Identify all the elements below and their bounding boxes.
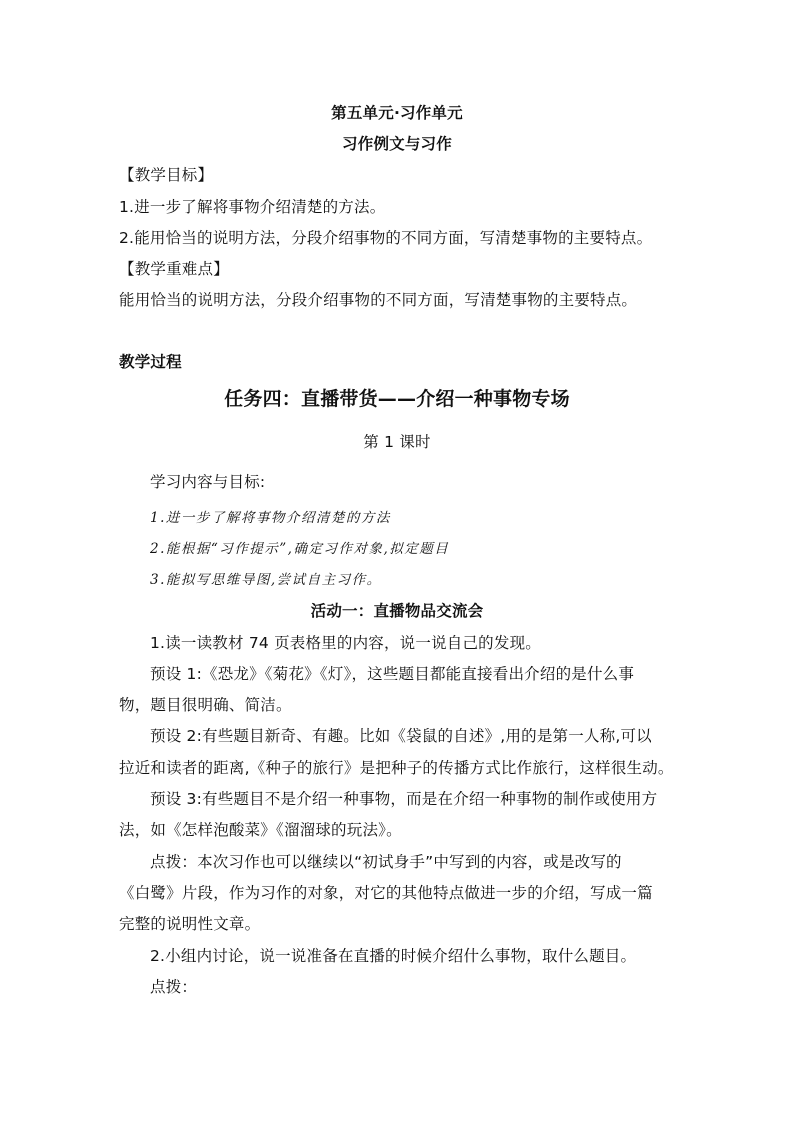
objective-item-1: 1.进一步了解将事物介绍清楚的方法。 bbox=[119, 198, 386, 216]
objective-item-2: 2.能用恰当的说明方法，分段介绍事物的不同方面，写清楚事物的主要特点。 bbox=[119, 229, 653, 247]
goal-item-1: 1.进一步了解将事物介绍清楚的方法 bbox=[150, 510, 391, 526]
goals-heading: 学习内容与目标: bbox=[150, 473, 266, 491]
period-label: 第 1 课时 bbox=[363, 433, 431, 451]
activity-line: 1.读一读教材 74 页表格里的内容，说一说自己的发现。 bbox=[150, 634, 541, 652]
task-title: 任务四：直播带货——介绍一种事物专场 bbox=[224, 388, 570, 410]
goal-item-3: 3.能拟写思维导图,尝试自主习作。 bbox=[150, 572, 382, 588]
objectives-heading: 【教学目标】 bbox=[119, 166, 214, 184]
activity-line: 物，题目很明确、简洁。 bbox=[119, 696, 292, 714]
goal-item-2: 2.能根据“习作提示”,确定习作对象,拟定题目 bbox=[150, 541, 450, 557]
activity-line: 拉近和读者的距离,《种子的旅行》是把种子的传播方式比作旅行，这样很生动。 bbox=[119, 759, 674, 777]
unit-title: 第五单元·习作单元 bbox=[331, 104, 463, 122]
process-heading: 教学过程 bbox=[119, 353, 182, 371]
activity-line: 《白鹭》片段，作为习作的对象，对它的其他特点做进一步的介绍，写成一篇 bbox=[119, 884, 653, 902]
key-points-heading: 【教学重难点】 bbox=[119, 260, 229, 278]
key-points-text: 能用恰当的说明方法，分段介绍事物的不同方面，写清楚事物的主要特点。 bbox=[119, 291, 638, 309]
activity-line: 点拨： bbox=[150, 978, 198, 996]
activity-line: 预设 2:有些题目新奇、有趣。比如《袋鼠的自述》,用的是第一人称,可以 bbox=[150, 727, 652, 745]
activity-line: 点拨：本次习作也可以继续以“初试身手”中写到的内容，或是改写的 bbox=[150, 853, 622, 871]
activity-line: 法，如《怎样泡酸菜》《溜溜球的玩法》。 bbox=[119, 821, 402, 839]
activity-line: 预设 1:《恐龙》《菊花》《灯》，这些题目都能直接看出介绍的是什么事 bbox=[150, 665, 635, 683]
activity-line: 完整的说明性文章。 bbox=[119, 915, 261, 933]
lesson-title: 习作例文与习作 bbox=[342, 135, 452, 153]
activity-title: 活动一：直播物品交流会 bbox=[310, 602, 484, 620]
activity-line: 预设 3:有些题目不是介绍一种事物，而是在介绍一种事物的制作或使用方 bbox=[150, 790, 658, 808]
activity-line: 2.小组内讨论，说一说准备在直播的时候介绍什么事物，取什么题目。 bbox=[150, 947, 637, 965]
